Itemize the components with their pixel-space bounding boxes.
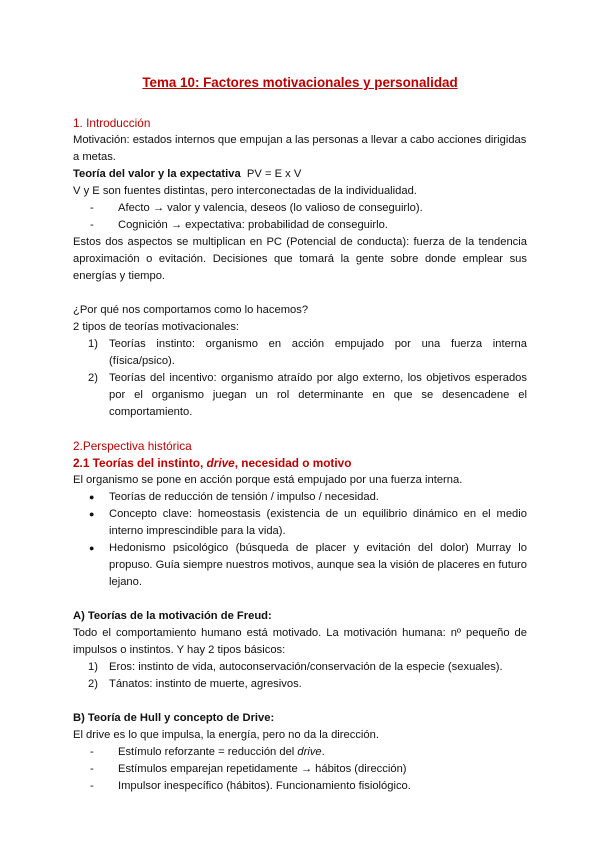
list-item: 1) Teorías instinto: organismo en acción empujado por una fuerza interna (física/psico). bbox=[88, 338, 527, 367]
document-title: Tema 10: Factores motivacionales y personalidad bbox=[142, 75, 458, 90]
list-item: - Estímulo reforzante = reducción del drive. bbox=[90, 746, 325, 758]
afecto-cognicion-list bbox=[73, 200, 527, 234]
motivacion-definition: Motivación: estados internos que empujan a las personas a llevar a cabo acciones dirigidas a metas. bbox=[73, 134, 527, 163]
hull-list bbox=[73, 744, 527, 795]
teoria-formula: PV = E x V bbox=[246, 168, 302, 180]
subsection-heading-instinto: 2.1 Teorías del instinto, drive, necesidad o motivo bbox=[73, 456, 352, 470]
teoria-valor-expectativa bbox=[73, 166, 527, 183]
list-item: 1) Eros: instinto de vida, autoconservación/conservación de la especie (sexuales). bbox=[88, 661, 503, 673]
list-item: 2) Tánatos: instinto de muerte, agresivos. bbox=[88, 678, 302, 690]
freud-text: Todo el comportamiento humano está motivado. La motivación humana: nº pequeño de impulsos o instintos. Y hay 2 tipos básicos: bbox=[73, 627, 527, 656]
list-item: ● Concepto clave: homeostasis (existencia de un equilibrio dinámico en el medio interno imprescindible para la vida). bbox=[89, 508, 527, 537]
pregunta-text: ¿Por qué nos comportamos como lo hacemos? bbox=[73, 304, 309, 316]
section-heading-introduccion: 1. Introducción bbox=[73, 116, 151, 130]
instinto-bullet-list bbox=[73, 489, 527, 591]
list-item: ● Teorías de reducción de tensión / impulso / necesidad. bbox=[89, 491, 379, 503]
freud-heading: A) Teorías de la motivación de Freud: bbox=[73, 610, 272, 622]
hull-text: El drive es lo que impulsa, la energía, pero no da la dirección. bbox=[73, 729, 379, 741]
section-heading-perspectiva: 2.Perspectiva histórica bbox=[73, 439, 192, 453]
instinto-intro: El organismo se pone en acción porque está empujado por una fuerza interna. bbox=[73, 474, 463, 486]
list-item: - Cognición → expectativa: probabilidad de conseguirlo. bbox=[90, 219, 388, 231]
fuentes-text: V y E son fuentes distintas, pero interconectadas de la individualidad. bbox=[73, 185, 417, 197]
tipos-text: 2 tipos de teorías motivacionales: bbox=[73, 321, 240, 333]
list-item: 2) Teorías del incentivo: organismo atraído por algo externo, los objetivos esperados por el organismo juegan un rol determinante en que se desencadene el comportamiento. bbox=[88, 372, 527, 418]
teoria-label: Teoría del valor y la expectativa bbox=[73, 168, 241, 180]
list-item: ● Hedonismo psicológico (búsqueda de placer y evitación del dolor) Murray lo propuso. Guía siempre nuestros motivos, aunque sea la visión de placeres en futuro lejano. bbox=[89, 542, 527, 588]
list-item: - Impulsor inespecífico (hábitos). Funcionamiento fisiológico. bbox=[90, 780, 411, 792]
tipos-list bbox=[73, 336, 527, 421]
list-item: - Afecto → valor y valencia, deseos (lo valioso de conseguirlo). bbox=[90, 202, 423, 214]
aspectos-paragraph: Estos dos aspectos se multiplican en PC (Potencial de conducta): fuerza de la tendencia aproximación o evitación. Decisiones que tomará la gente sobre donde emplear sus energías y tiempo. bbox=[73, 236, 527, 282]
list-item: - Estímulos emparejan repetidamente → hábitos (dirección) bbox=[90, 763, 407, 775]
hull-heading: B) Teoría de Hull y concepto de Drive: bbox=[73, 712, 275, 724]
freud-list bbox=[73, 659, 527, 693]
